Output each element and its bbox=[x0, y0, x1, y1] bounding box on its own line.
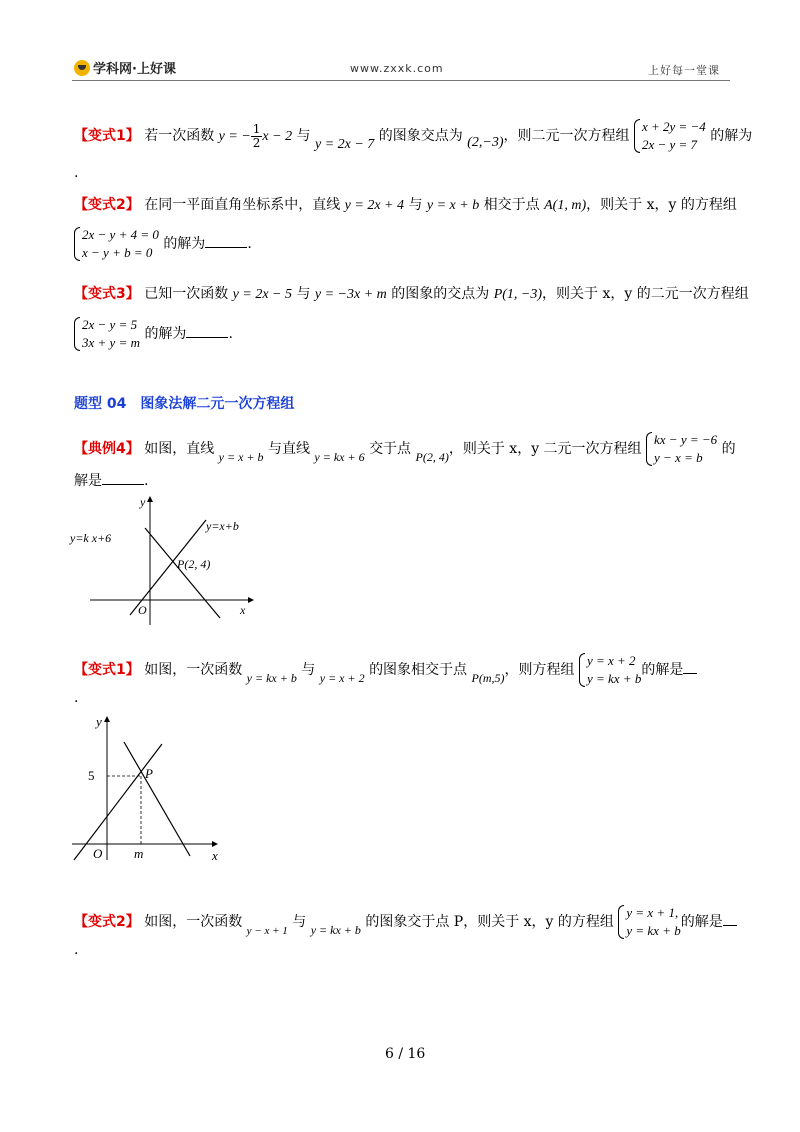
logo-icon bbox=[74, 60, 90, 76]
variant-5-line bbox=[74, 904, 737, 940]
example-4-line bbox=[74, 431, 736, 467]
text: ，则二元一次方程组 bbox=[503, 128, 630, 144]
header-divider bbox=[72, 80, 730, 81]
point: P(2, 4) bbox=[415, 450, 449, 464]
period: . bbox=[247, 236, 252, 252]
x-axis-arrow bbox=[212, 841, 218, 847]
text: 如图，直线 bbox=[144, 441, 215, 457]
variant-4-line bbox=[74, 652, 697, 688]
equation-system: kx − y = −6 y − x = b bbox=[646, 431, 717, 467]
formula: y = kx + 6 bbox=[314, 450, 365, 464]
text: 解是 bbox=[74, 473, 102, 489]
answer-blank bbox=[723, 913, 737, 926]
text: 与 bbox=[408, 197, 423, 213]
example-4-answer bbox=[74, 470, 148, 490]
text: ，则关于 x，y 的方程组 bbox=[586, 197, 737, 213]
header-slogan: 上好每一堂课 bbox=[648, 64, 720, 77]
formula: y = x + b bbox=[218, 450, 264, 464]
label-y: y bbox=[140, 495, 146, 509]
text: 的图象交于点 P，则关于 x，y 的方程组 bbox=[365, 914, 614, 930]
label-x: x bbox=[212, 848, 218, 863]
text: 与直线 bbox=[267, 441, 310, 457]
answer-blank bbox=[186, 325, 228, 338]
variant-1-tag: 【变式1】 bbox=[74, 128, 140, 144]
text: 的 bbox=[721, 441, 736, 457]
x-axis-arrow bbox=[248, 597, 254, 603]
site-url: www.zxxk.com bbox=[350, 62, 444, 75]
text: 与 bbox=[296, 286, 311, 302]
formula: y − x + 1 bbox=[246, 925, 288, 937]
text: 的图象交点为 bbox=[378, 128, 463, 144]
variant-3-system bbox=[74, 316, 233, 352]
label-y: y bbox=[96, 714, 102, 729]
point: P(1, −3) bbox=[493, 287, 543, 302]
site-logo bbox=[74, 58, 176, 77]
line-y-kx-6 bbox=[145, 528, 220, 618]
label-point-p: P bbox=[145, 766, 153, 781]
formula: x − 2 bbox=[262, 129, 293, 144]
variant-4-tag: 【变式1】 bbox=[74, 662, 140, 678]
variant-3-tag: 【变式3】 bbox=[74, 286, 140, 302]
y-axis-arrow bbox=[147, 496, 153, 502]
answer-blank bbox=[205, 235, 247, 248]
text: 的解为 bbox=[144, 326, 187, 342]
text: 如图，一次函数 bbox=[144, 662, 243, 678]
equation-system: y = x + 1, y = kx + b bbox=[618, 904, 680, 940]
answer-blank bbox=[102, 472, 144, 485]
fraction: $\frac{1}{2}$ bbox=[252, 121, 261, 150]
label-origin: O bbox=[93, 846, 103, 861]
label-origin: O bbox=[138, 603, 147, 617]
formula: y = −3x + m bbox=[314, 287, 387, 302]
formula: y = x + b bbox=[426, 198, 480, 213]
variant-3-line bbox=[74, 283, 749, 303]
label-line-1: y=k x+6 bbox=[70, 531, 112, 545]
variant-2-tag: 【变式2】 bbox=[74, 197, 140, 213]
formula: y = x + 2 bbox=[319, 671, 365, 685]
label-line-2: y=x+b bbox=[206, 519, 239, 533]
point: (2,−3) bbox=[467, 135, 504, 150]
period: . bbox=[144, 473, 149, 489]
text: ，则关于 x，y 二元一次方程组 bbox=[448, 441, 642, 457]
text: 若一次函数 bbox=[144, 128, 215, 144]
formula: y = kx + b bbox=[310, 923, 361, 937]
line-y-kx-b bbox=[124, 742, 190, 856]
text: 与 bbox=[301, 662, 316, 678]
page-number: 6 / 16 bbox=[385, 1046, 426, 1062]
text: 与 bbox=[296, 128, 311, 144]
section-title: 题型 04 图象法解二元一次方程组 bbox=[74, 396, 295, 412]
text: 与 bbox=[292, 914, 307, 930]
equation-system: 2x − y + 4 = 0 x − y + b = 0 bbox=[74, 226, 159, 262]
logo-text: 学科网·上好课 bbox=[93, 62, 176, 77]
text: ，则方程组 bbox=[504, 662, 575, 678]
formula: y = 2x − 7 bbox=[314, 137, 375, 152]
label-x: x bbox=[240, 603, 246, 617]
label-point-p: P(2, 4) bbox=[177, 557, 211, 571]
point: A(1, m) bbox=[544, 198, 587, 213]
example-4-graph bbox=[60, 490, 260, 630]
text: 的解为 bbox=[710, 128, 753, 144]
period: . bbox=[74, 165, 79, 181]
label-5: 5 bbox=[88, 768, 95, 783]
variant-2-system bbox=[74, 226, 252, 262]
formula: y = 2x − 5 bbox=[232, 287, 292, 302]
label-m: m bbox=[134, 846, 144, 861]
period: . bbox=[74, 942, 79, 958]
text: 在同一平面直角坐标系中，直线 bbox=[144, 197, 341, 213]
text: 的图象的交点为 bbox=[391, 286, 490, 302]
formula: y = kx + b bbox=[246, 671, 297, 685]
text: 的图象相交于点 bbox=[369, 662, 468, 678]
text: 相交于点 bbox=[483, 197, 540, 213]
text: 的解是 bbox=[641, 662, 684, 678]
equation-system: x + 2y = −4 2x − y = 7 bbox=[634, 118, 706, 154]
text: 的解是 bbox=[680, 914, 723, 930]
text: 的解为 bbox=[163, 236, 206, 252]
variant-4-graph bbox=[62, 710, 232, 870]
text: 已知一次函数 bbox=[144, 286, 229, 302]
text: ，则关于 x，y 的二元一次方程组 bbox=[542, 286, 749, 302]
formula: y = − bbox=[218, 129, 251, 144]
line-y-x-2 bbox=[74, 744, 162, 860]
example-4-tag: 【典例4】 bbox=[74, 441, 140, 457]
equation-system: y = x + 2 y = kx + b bbox=[579, 652, 641, 688]
y-axis-arrow bbox=[104, 716, 110, 722]
formula: y = 2x + 4 bbox=[344, 198, 404, 213]
point: P(m,5) bbox=[471, 671, 505, 685]
period: . bbox=[228, 326, 233, 342]
equation-system: 2x − y = 5 3x + y = m bbox=[74, 316, 140, 352]
text: 交于点 bbox=[369, 441, 412, 457]
variant-1-line bbox=[74, 118, 752, 154]
period: . bbox=[74, 690, 79, 706]
variant-2-line bbox=[74, 194, 737, 214]
text: 如图，一次函数 bbox=[144, 914, 243, 930]
variant-5-tag: 【变式2】 bbox=[74, 914, 140, 930]
answer-blank bbox=[683, 661, 697, 674]
